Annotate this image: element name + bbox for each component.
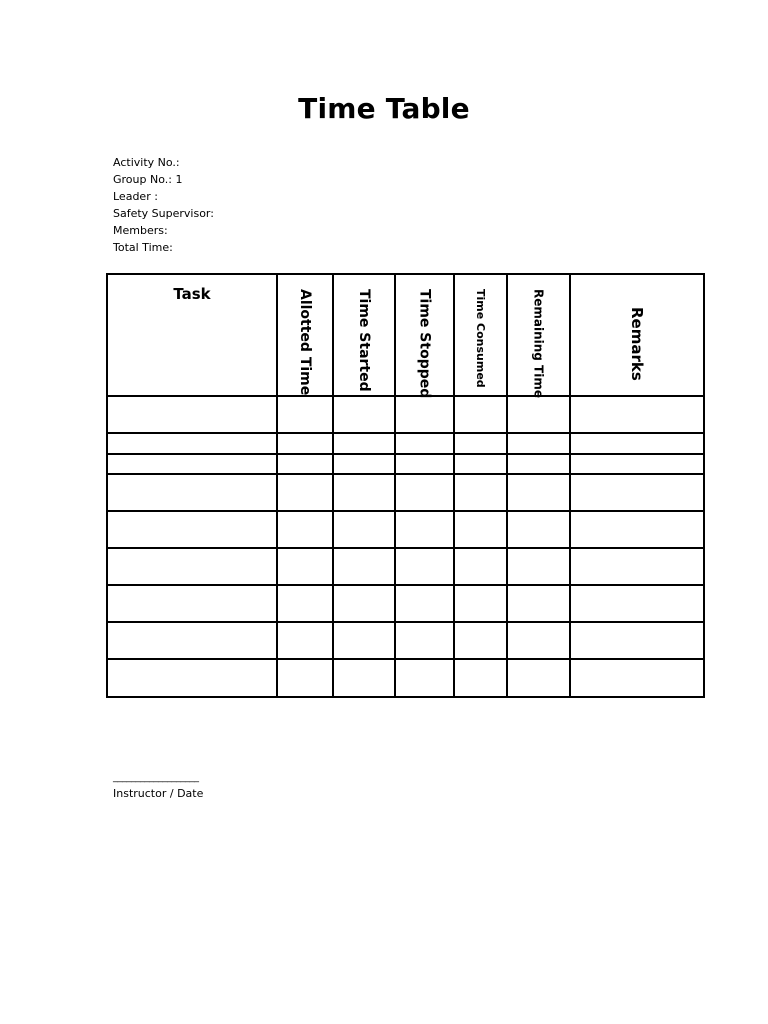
time-consumed-cell[interactable] [454, 585, 507, 622]
table-header-row [107, 274, 704, 396]
time-stopped-cell[interactable] [395, 659, 454, 697]
table-row [107, 548, 704, 585]
time-consumed-cell[interactable] [454, 433, 507, 454]
task-cell[interactable] [107, 474, 277, 511]
remarks-cell[interactable] [570, 396, 704, 433]
remaining-time-cell[interactable] [507, 585, 570, 622]
remaining-time-cell[interactable] [507, 511, 570, 548]
time-stopped-cell[interactable] [395, 396, 454, 433]
remarks-cell[interactable] [570, 548, 704, 585]
column-header-time-stopped [395, 274, 454, 399]
time-started-cell[interactable] [333, 548, 395, 585]
column-label-time-consumed: Time Consumed [474, 289, 487, 388]
members-field: Members: [113, 224, 168, 237]
time-started-cell[interactable] [333, 511, 395, 548]
time-table [106, 273, 705, 698]
total-time-field: Total Time: [113, 241, 173, 254]
time-consumed-cell[interactable] [454, 659, 507, 697]
group-no-field: Group No.: 1 [113, 173, 183, 186]
time-consumed-cell[interactable] [454, 511, 507, 548]
allotted-time-cell[interactable] [277, 548, 333, 585]
task-cell[interactable] [107, 511, 277, 548]
info-block [113, 154, 214, 256]
time-stopped-cell[interactable] [395, 548, 454, 585]
remaining-time-cell[interactable] [507, 548, 570, 585]
column-label-allotted-time: Allotted Time [297, 289, 313, 396]
task-cell[interactable] [107, 548, 277, 585]
allotted-time-cell[interactable] [277, 585, 333, 622]
allotted-time-cell[interactable] [277, 396, 333, 433]
time-stopped-cell[interactable] [395, 622, 454, 659]
remaining-time-cell[interactable] [507, 396, 570, 433]
time-stopped-cell[interactable] [395, 511, 454, 548]
time-stopped-cell[interactable] [395, 433, 454, 454]
remaining-time-cell[interactable] [507, 659, 570, 697]
allotted-time-cell[interactable] [277, 622, 333, 659]
allotted-time-cell[interactable] [277, 474, 333, 511]
time-consumed-cell[interactable] [454, 548, 507, 585]
column-header-remarks [570, 274, 704, 396]
column-label-remaining-time: Remaining Time [531, 289, 546, 399]
task-cell[interactable] [107, 454, 277, 474]
page-title: Time Table [298, 92, 470, 125]
remarks-cell[interactable] [570, 585, 704, 622]
activity-no-field: Activity No.: [113, 156, 180, 169]
column-header-allotted-time [277, 274, 333, 396]
remarks-cell[interactable] [570, 659, 704, 697]
allotted-time-cell[interactable] [277, 659, 333, 697]
table-row [107, 585, 704, 622]
column-label-task: Task [173, 285, 211, 303]
remaining-time-cell[interactable] [507, 474, 570, 511]
remarks-cell[interactable] [570, 474, 704, 511]
remaining-time-cell[interactable] [507, 433, 570, 454]
time-consumed-cell[interactable] [454, 622, 507, 659]
remarks-cell[interactable] [570, 511, 704, 548]
column-label-time-started: Time Started [356, 289, 372, 392]
instructor-date-caption: Instructor / Date [113, 787, 204, 800]
allotted-time-cell[interactable] [277, 433, 333, 454]
table-row [107, 396, 704, 433]
task-cell[interactable] [107, 433, 277, 454]
table-row [107, 511, 704, 548]
remarks-cell[interactable] [570, 454, 704, 474]
column-label-time-stopped: Time Stopped [416, 289, 433, 399]
time-started-cell[interactable] [333, 396, 395, 433]
table-row [107, 622, 704, 659]
safety-supervisor-field: Safety Supervisor: [113, 207, 214, 220]
time-stopped-cell[interactable] [395, 585, 454, 622]
column-label-remarks: Remarks [628, 307, 646, 381]
time-stopped-cell[interactable] [395, 474, 454, 511]
time-started-cell[interactable] [333, 585, 395, 622]
remaining-time-cell[interactable] [507, 454, 570, 474]
allotted-time-cell[interactable] [277, 511, 333, 548]
time-started-cell[interactable] [333, 433, 395, 454]
table-body [107, 396, 704, 697]
time-started-cell[interactable] [333, 659, 395, 697]
time-consumed-cell[interactable] [454, 454, 507, 474]
column-header-remaining-time [507, 274, 570, 399]
table-row [107, 659, 704, 697]
leader-field: Leader : [113, 190, 158, 203]
column-header-task [107, 274, 277, 396]
task-cell[interactable] [107, 396, 277, 433]
task-cell[interactable] [107, 585, 277, 622]
time-stopped-cell[interactable] [395, 454, 454, 474]
table-row [107, 454, 704, 474]
table-row [107, 433, 704, 454]
remarks-cell[interactable] [570, 433, 704, 454]
task-cell[interactable] [107, 659, 277, 697]
time-consumed-cell[interactable] [454, 474, 507, 511]
time-consumed-cell[interactable] [454, 396, 507, 433]
task-cell[interactable] [107, 622, 277, 659]
remarks-cell[interactable] [570, 622, 704, 659]
remaining-time-cell[interactable] [507, 622, 570, 659]
table-row [107, 474, 704, 511]
signature-line: ___________________ [113, 772, 199, 783]
time-started-cell[interactable] [333, 454, 395, 474]
column-header-time-consumed [454, 274, 507, 396]
column-header-time-started [333, 274, 395, 396]
allotted-time-cell[interactable] [277, 454, 333, 474]
time-started-cell[interactable] [333, 622, 395, 659]
time-started-cell[interactable] [333, 474, 395, 511]
